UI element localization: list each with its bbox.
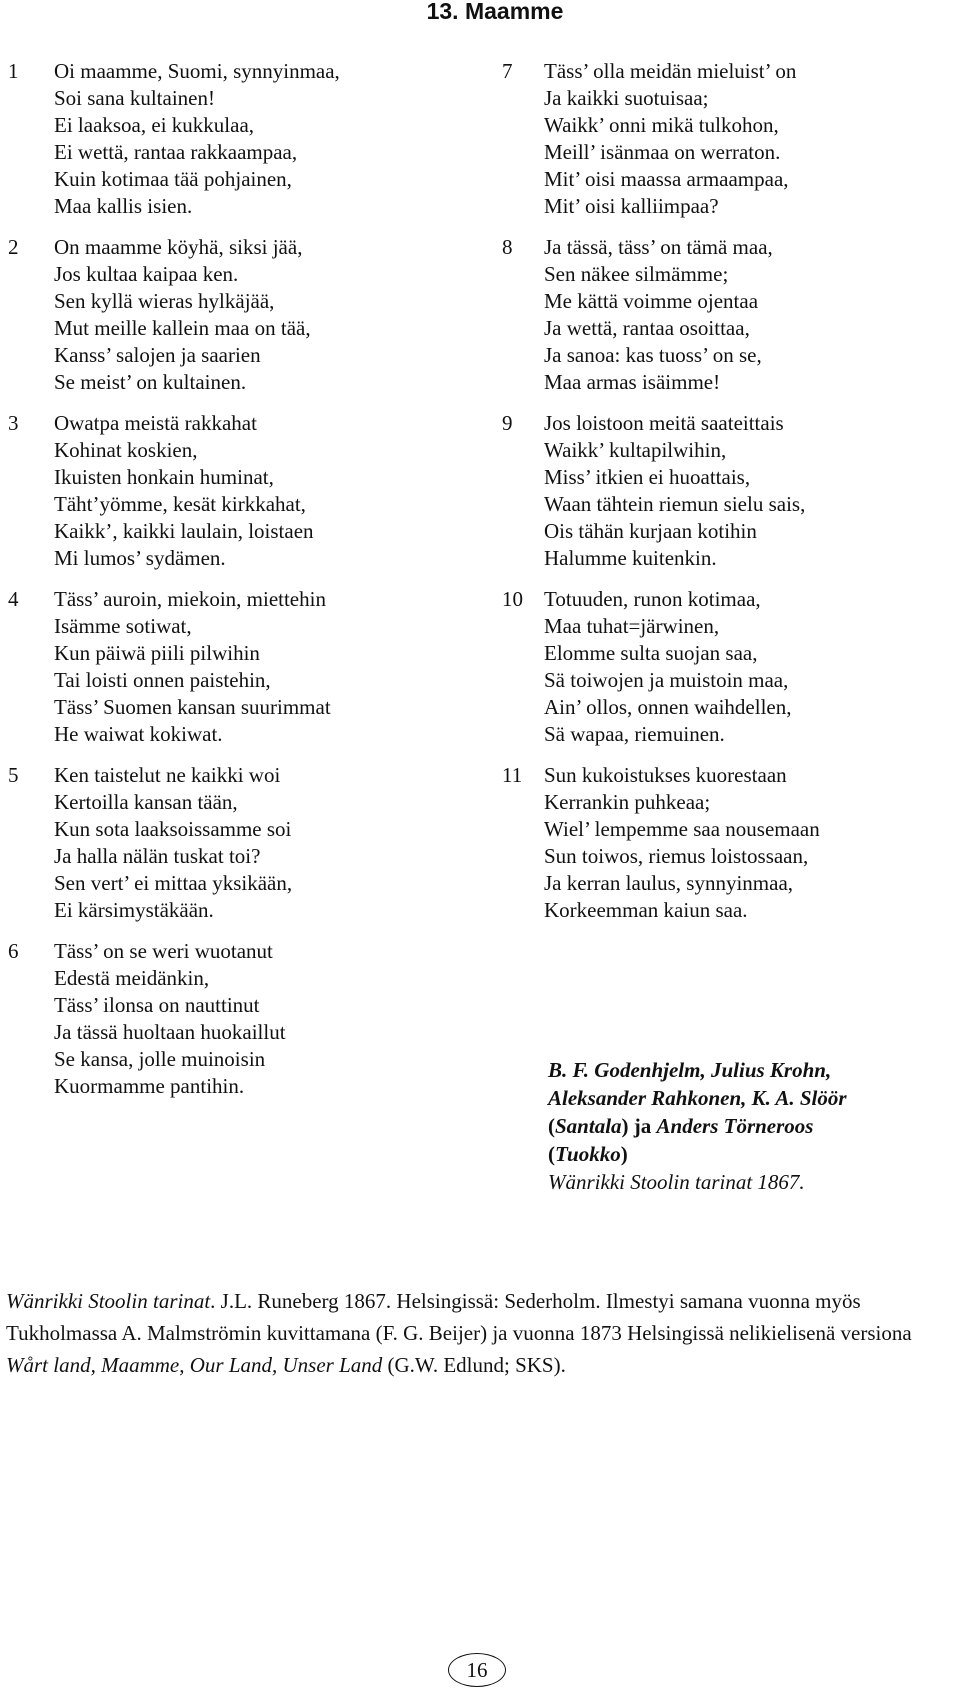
verse-line: Elomme sulta suojan saa, [544, 641, 758, 665]
verse-lines [544, 586, 791, 748]
verse-line: Korkeemman kaiun saa. [544, 898, 748, 922]
paren-close: ) [621, 1114, 629, 1138]
verse-line: Miss’ itkien ei huoattais, [544, 465, 751, 489]
verse-line: Sun toiwos, riemus loistossaan, [544, 844, 809, 868]
verse-line: Kuormamme pantihin. [54, 1074, 245, 1098]
verse-number: 11 [502, 763, 523, 787]
footnote [6, 1285, 956, 1381]
verse-line: Totuuden, runon kotimaa, [544, 587, 761, 611]
verse-number: 6 [8, 939, 19, 963]
verse-line: Sen vert’ ei mittaa yksikään, [54, 871, 293, 895]
attribution-line-2: Aleksander Rahkonen, K. A. Slöör [548, 1086, 847, 1110]
verse-lines [544, 410, 805, 572]
author-nickname: Tuokko [555, 1142, 621, 1166]
footnote-versions: Wårt land, Maamme, Our Land, Unser Land [6, 1353, 383, 1377]
verse-line: Soi sana kultainen! [54, 86, 215, 110]
verse-lines [54, 762, 292, 924]
page-number: 16 [448, 1653, 506, 1687]
verse-number: 3 [8, 411, 19, 435]
attribution [548, 1056, 847, 1196]
verse-line: Jos loistoon meitä saateittais [544, 411, 784, 435]
verse-number: 2 [8, 235, 19, 259]
verse-line: Sä wapaa, riemuinen. [544, 722, 725, 746]
verse-line: Mut meille kallein maa on tää, [54, 316, 311, 340]
verse-line: Ei laaksoa, ei kukkulaa, [54, 113, 255, 137]
verse-line: Waikk’ kultapilwihin, [544, 438, 727, 462]
verse-number: 4 [8, 587, 19, 611]
verse-line: Isämme sotiwat, [54, 614, 192, 638]
verse-line: Ja wettä, rantaa osoittaa, [544, 316, 750, 340]
verse-line: Ja tässä, täss’ on tämä maa, [544, 235, 773, 259]
page-title: 13. Maamme [426, 0, 564, 24]
verse-line: Sä toiwojen ja muistoin maa, [544, 668, 789, 692]
verse-line: Halumme kuitenkin. [544, 546, 717, 570]
paren-open: ( [548, 1142, 555, 1166]
verse-lines [54, 938, 286, 1100]
verse-line: Täss’ Suomen kansan suurimmat [54, 695, 331, 719]
verse-line: Mit’ oisi kalliimpaa? [544, 194, 719, 218]
verse-line: Kanss’ salojen ja saarien [54, 343, 261, 367]
verse-line: Maa armas isäimme! [544, 370, 721, 394]
verse-line: Se kansa, jolle muinoisin [54, 1047, 266, 1071]
verse-line: Se meist’ on kultainen. [54, 370, 247, 394]
verse-line: Täht’yömme, kesät kirkkahat, [54, 492, 306, 516]
verse-line: Tai loisti onnen paistehin, [54, 668, 271, 692]
verse-lines [544, 762, 820, 924]
verse-lines [54, 58, 340, 220]
verse-number: 8 [502, 235, 513, 259]
verse-line: Owatpa meistä rakkahat [54, 411, 257, 435]
author-nickname: Santala [555, 1114, 622, 1138]
verse-line: Täss’ olla meidän mieluist’ on [544, 59, 797, 83]
verse-line: Waikk’ onni mikä tulkohon, [544, 113, 779, 137]
verse-line: Täss’ ilonsa on nauttinut [54, 993, 260, 1017]
verse-line: Ois tähän kurjaan kotihin [544, 519, 757, 543]
verse-line: Jos kultaa kaipaa ken. [54, 262, 239, 286]
verse-line: Kun päiwä piili pilwihin [54, 641, 260, 665]
verse-line: Ikuisten honkain huminat, [54, 465, 274, 489]
verse-line: He waiwat kokiwat. [54, 722, 223, 746]
verse-line: Waan tähtein riemun sielu sais, [544, 492, 806, 516]
footnote-text-end: (G.W. Edlund; SKS). [382, 1353, 566, 1377]
verse-line: Edestä meidänkin, [54, 966, 210, 990]
verse-line: Ja tässä huoltaan huokaillut [54, 1020, 286, 1044]
verse-lines [544, 234, 773, 396]
verse-line: Meill’ isänmaa on werraton. [544, 140, 781, 164]
verse-lines [54, 586, 331, 748]
verse-line: Mi lumos’ sydämen. [54, 546, 226, 570]
verse-line: Ken taistelut ne kaikki woi [54, 763, 281, 787]
verse-number: 9 [502, 411, 513, 435]
verse-line: Oi maamme, Suomi, synnyinmaa, [54, 59, 340, 83]
verse-line: On maamme köyhä, siksi jää, [54, 235, 303, 259]
verse-line: Ja kaikki suotuisaa; [544, 86, 709, 110]
verse-number: 5 [8, 763, 19, 787]
attribution-source: Wänrikki Stoolin tarinat 1867. [548, 1170, 805, 1194]
verse-lines [54, 234, 311, 396]
verse-line: Kertoilla kansan tään, [54, 790, 238, 814]
attribution-line-4 [548, 1140, 847, 1168]
verse-line: Wiel’ lempemme saa nousemaan [544, 817, 820, 841]
verse-line: Sun kukoistukses kuorestaan [544, 763, 787, 787]
paren-open: ( [548, 1114, 555, 1138]
verse-line: Kun sota laaksoissamme soi [54, 817, 292, 841]
verse-line: Kaikk’, kaikki laulain, loistaen [54, 519, 314, 543]
verse-line: Ja kerran laulus, synnyinmaa, [544, 871, 794, 895]
verse-lines [544, 58, 796, 220]
verse-line: Täss’ on se weri wuotanut [54, 939, 273, 963]
author-name: Anders Törneroos [656, 1114, 814, 1138]
verse-line: Sen kyllä wieras hylkäjää, [54, 289, 275, 313]
verse-number: 1 [8, 59, 19, 83]
verse-number: 10 [502, 587, 523, 611]
verse-line: Kerrankin puhkeaa; [544, 790, 711, 814]
verse-line: Täss’ auroin, miekoin, miettehin [54, 587, 326, 611]
verse-line: Me kättä voimme ojentaa [544, 289, 759, 313]
verse-line: Kuin kotimaa tää pohjainen, [54, 167, 292, 191]
verse-line: Maa kallis isien. [54, 194, 193, 218]
verse-lines [54, 410, 314, 572]
verse-line: Ain’ ollos, onnen waihdellen, [544, 695, 792, 719]
conjunction: ja [628, 1114, 657, 1138]
attribution-line-1: B. F. Godenhjelm, Julius Krohn, [548, 1058, 832, 1082]
footnote-book-title: Wänrikki Stoolin tarinat [6, 1289, 211, 1313]
verse-line: Sen näkee silmämme; [544, 262, 729, 286]
verse-line: Ja sanoa: kas tuoss’ on se, [544, 343, 762, 367]
verse-line: Mit’ oisi maassa armaampaa, [544, 167, 789, 191]
verse-line: Kohinat koskien, [54, 438, 198, 462]
footnote-text: . J.L. Runeberg 1867. Helsingissä: Sederholm. Ilmestyi samana vuonna myös Tukholmassa A. Malmströmin kuvittamana (F. G. Beijer) ja vuonna 1873 Helsingissä nelikielisenä versiona [6, 1289, 912, 1345]
verse-line: Ei wettä, rantaa rakkaampaa, [54, 140, 298, 164]
verse-number: 7 [502, 59, 513, 83]
attribution-line-3 [548, 1112, 847, 1140]
verse-line: Maa tuhat=järwinen, [544, 614, 720, 638]
verse-line: Ei kärsimystäkään. [54, 898, 214, 922]
paren-close: ) [620, 1142, 628, 1166]
verse-line: Ja halla nälän tuskat toi? [54, 844, 261, 868]
